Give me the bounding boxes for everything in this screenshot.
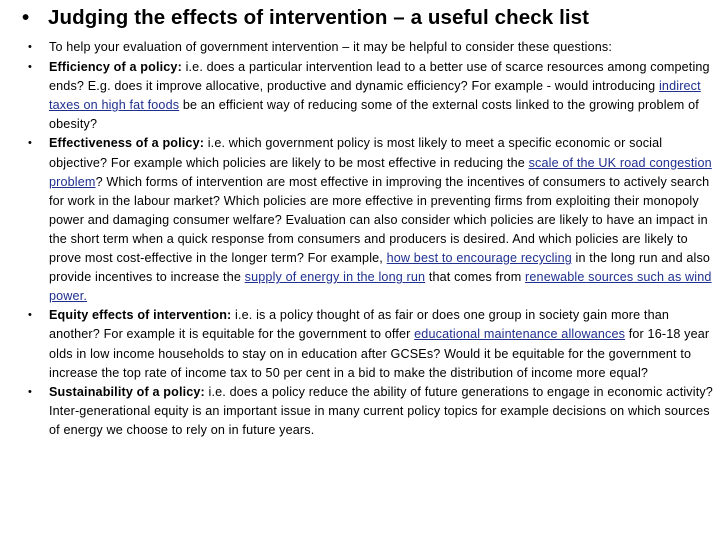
effectiveness-text-2: ? Which forms of intervention are most effective in improving the incentives of consumers to actively search for work in the labour market? Which policies are more effective in preventing firms from exploiting their monopoly power and damaging consumer welfare? Evaluation can also consider which policies are likely to have an impact in the short term when a quick response from consumers and producers is desired. And which policies are likely to prove most cost-effective in the longer term? For example, bbox=[49, 174, 710, 266]
title-text: Judging the effects of intervention – a useful check list bbox=[48, 6, 590, 29]
list-item-intro bbox=[0, 38, 720, 57]
sustainability-text: i.e. does a policy reduce the ability of future generations to engage in economic activity? Inter-generational equity is an important issue in many current policy topics for example decisions on which sources of energy we choose to rely on in future years. bbox=[49, 384, 713, 437]
link-road-congestion[interactable]: scale of the UK road congestion problem bbox=[49, 155, 712, 189]
effectiveness-text-1: i.e. which government policy is most likely to meet a specific economic or social objective? For example which policies are likely to be most effective in reducing the bbox=[49, 136, 663, 170]
list-item-efficiency bbox=[0, 58, 720, 134]
effectiveness-text-4: that comes from bbox=[425, 270, 526, 285]
list-item-effectiveness bbox=[0, 134, 720, 306]
list-item-equity bbox=[0, 306, 720, 382]
list-item-sustainability bbox=[0, 383, 720, 440]
link-energy-supply[interactable]: supply of energy in the long run bbox=[244, 270, 426, 285]
efficiency-text-2: be an efficient way of reducing some of the external costs linked to the growing problem of obesity? bbox=[49, 98, 699, 132]
efficiency-text-1: i.e. does a particular intervention lead to a better use of scarce resources among competing ends? E.g. does it improve allocative, productive and dynamic efficiency? For example - would introducing bbox=[49, 60, 710, 94]
equity-text-1: i.e. is a policy thought of as fair or does one group in society gain more than another? For example it is equitable for the government to offer bbox=[49, 308, 670, 342]
link-maintenance-allowances[interactable]: educational maintenance allowances bbox=[414, 327, 626, 342]
effectiveness-heading: Effectiveness of a policy: bbox=[49, 136, 205, 151]
efficiency-heading: Efficiency of a policy: bbox=[49, 60, 182, 75]
effectiveness-text-3: in the long run and also provide incentives to increase the bbox=[49, 251, 711, 285]
link-indirect-taxes[interactable]: indirect taxes on high fat foods bbox=[49, 79, 701, 113]
equity-text-2: for 16-18 year olds in low income households to stay on in education after GCSEs? Would it be equitable for the government to increase the top rate of income tax to 50 per cent in a bid to make the distribution of income more equal? bbox=[49, 327, 710, 380]
link-renewable-sources[interactable]: renewable sources such as wind power. bbox=[49, 270, 712, 304]
bullet-dot: • bbox=[28, 137, 33, 150]
bullet-dot: • bbox=[28, 385, 33, 398]
slide-title bbox=[22, 6, 712, 30]
bullet-dot: • bbox=[28, 41, 33, 53]
sustainability-heading: Sustainability of a policy: bbox=[49, 384, 205, 399]
bullet-dot: • bbox=[28, 309, 33, 322]
title-bullet: • bbox=[22, 6, 30, 29]
checklist bbox=[0, 38, 720, 440]
equity-heading: Equity effects of intervention: bbox=[49, 308, 232, 323]
bullet-dot: • bbox=[28, 61, 33, 74]
link-recycling[interactable]: how best to encourage recycling bbox=[386, 251, 572, 266]
intro-text: To help your evaluation of government intervention – it may be helpful to consider these questions: bbox=[49, 40, 613, 54]
